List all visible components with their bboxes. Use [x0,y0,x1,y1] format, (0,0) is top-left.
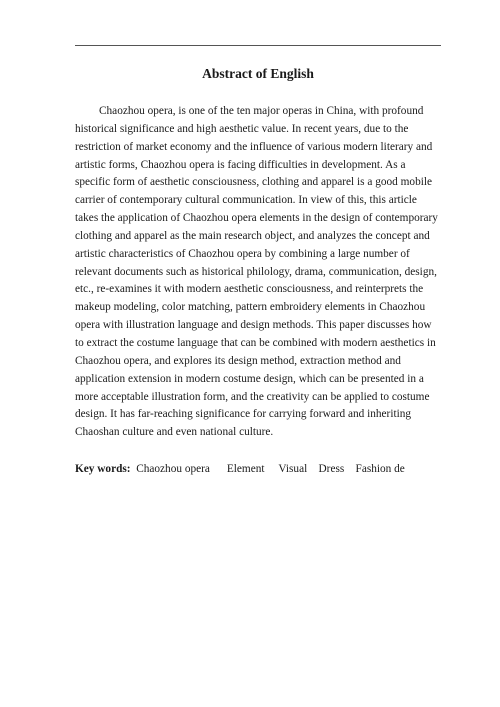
keywords-label: Key words: [75,463,131,475]
keywords-text: Chaozhou opera Element Visual Dress Fashion de [130,463,405,475]
abstract-paragraph: Chaozhou opera, is one of the ten major operas in China, with profound historical significance and high aesthetic value. In recent years, due to the restriction of market economy and the influence of various modern literary and artistic forms, Chaozhou opera is facing difficulties in development. As a specific form of aesthetic consciousness, clothing and apparel is a good mobile carrier of contemporary cultural communication. In view of this, this article takes the application of Chaozhou opera elements in the design of contemporary clothing and apparel as the main research object, and analyzes the concept and artistic characteristics of Chaozhou opera by combining a large number of relevant documents such as historical philology, drama, communication, design, etc., re-examines it with modern aesthetic consciousness, and reinterprets the makeup modeling, color matching, pattern embroidery elements in Chaozhou opera with illustration language and design methods. This paper discusses how to extract the costume language that can be combined with modern aesthetics in Chaozhou opera, and explores its design method, extraction method and application extension in modern costume design, which can be presented in a more acceptable illustration form, and the creativity can be applied to costume design. It has far-reaching significance for carrying forward and inheriting Chaoshan culture and even national culture. [75,105,438,439]
keywords-line [75,460,455,478]
header-rule [75,45,441,46]
page-title: Abstract of English [202,66,314,81]
